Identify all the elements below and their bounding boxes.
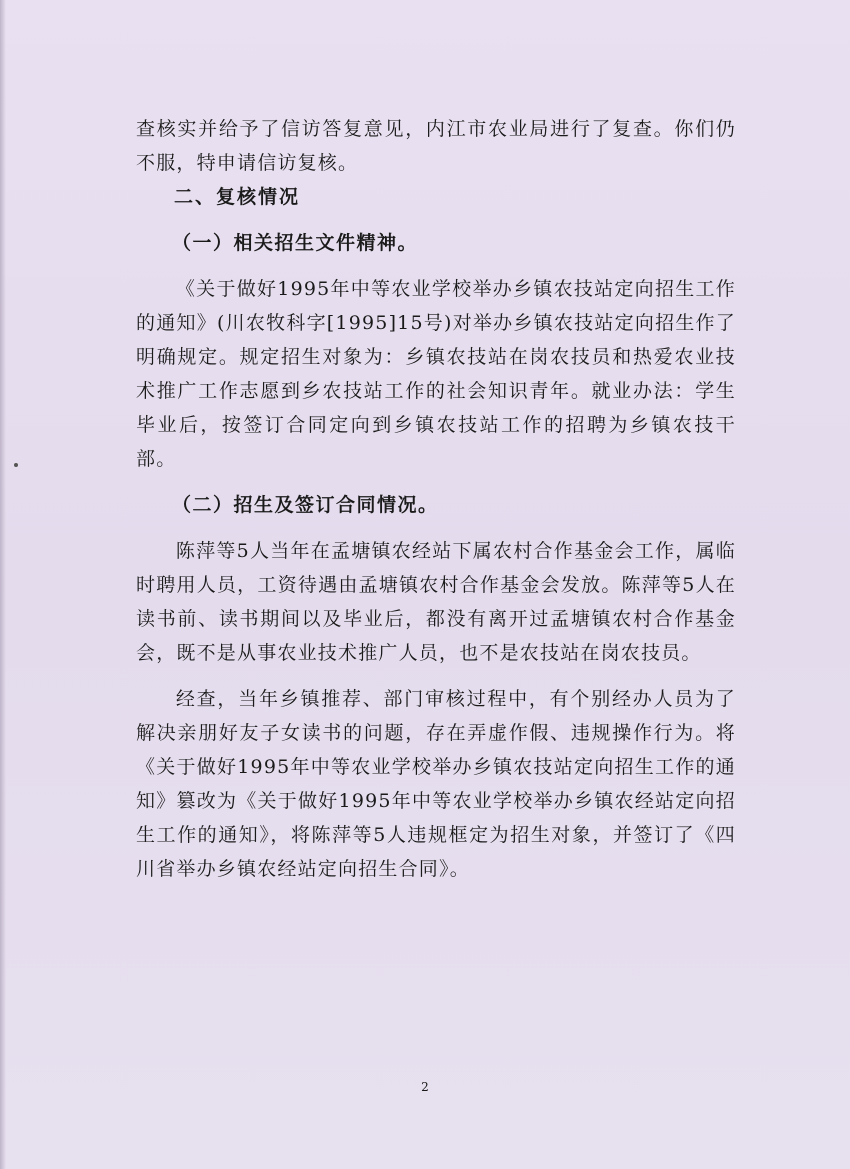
page-edge-shadow [0,0,6,1169]
paragraph-enrollment-rules: 《关于做好1995年中等农业学校举办乡镇农技站定向招生工作的通知》(川农牧科字[1995]15号)对举办乡镇农技站定向招生作了明确规定。规定招生对象为：乡镇农技站在岗农技员和热爱农业技术推广工作志愿到乡农技站工作的社会知识青年。就业办法：学生毕业后，按签订合同定向到乡镇农技站工作的招聘为乡镇农技干部。 [136,278,736,470]
paragraph-continuation: 查核实并给予了信访答复意见，内江市农业局进行了复查。你们仍不服，特申请信访复核。 [136,118,736,174]
paragraph-chen-ping-employment: 陈萍等5人当年在孟塘镇农经站下属农村合作基金会工作，属临时聘用人员，工资待遇由孟塘镇农村合作基金会发放。陈萍等5人在读书前、读书期间以及毕业后，都没有离开过孟塘镇农村合作基金会，既不是从事农业技术推广人员，也不是农技站在岗农技员。 [136,540,736,664]
subsection-heading-contract-signing: （二）招生及签订合同情况。 [172,494,439,516]
page-number: 2 [421,1080,429,1094]
subsection-heading-enrollment-documents: （一）相关招生文件精神。 [172,232,419,254]
scan-speck [14,463,18,467]
section-heading-review: 二、复核情况 [174,186,301,208]
paragraph-investigation-findings: 经查，当年乡镇推荐、部门审核过程中，有个别经办人员为了解决亲朋好友子女读书的问题，存在弄虚作假、违规操作行为。将《关于做好1995年中等农业学校举办乡镇农技站定向招生工作的通知》篡改为《关于做好1995年中等农业学校举办乡镇农经站定向招生工作的通知》，将陈萍等5人违规框定为招生对象，并签订了《四川省举办乡镇农经站定向招生合同》。 [136,688,736,880]
document-body [136,112,736,886]
